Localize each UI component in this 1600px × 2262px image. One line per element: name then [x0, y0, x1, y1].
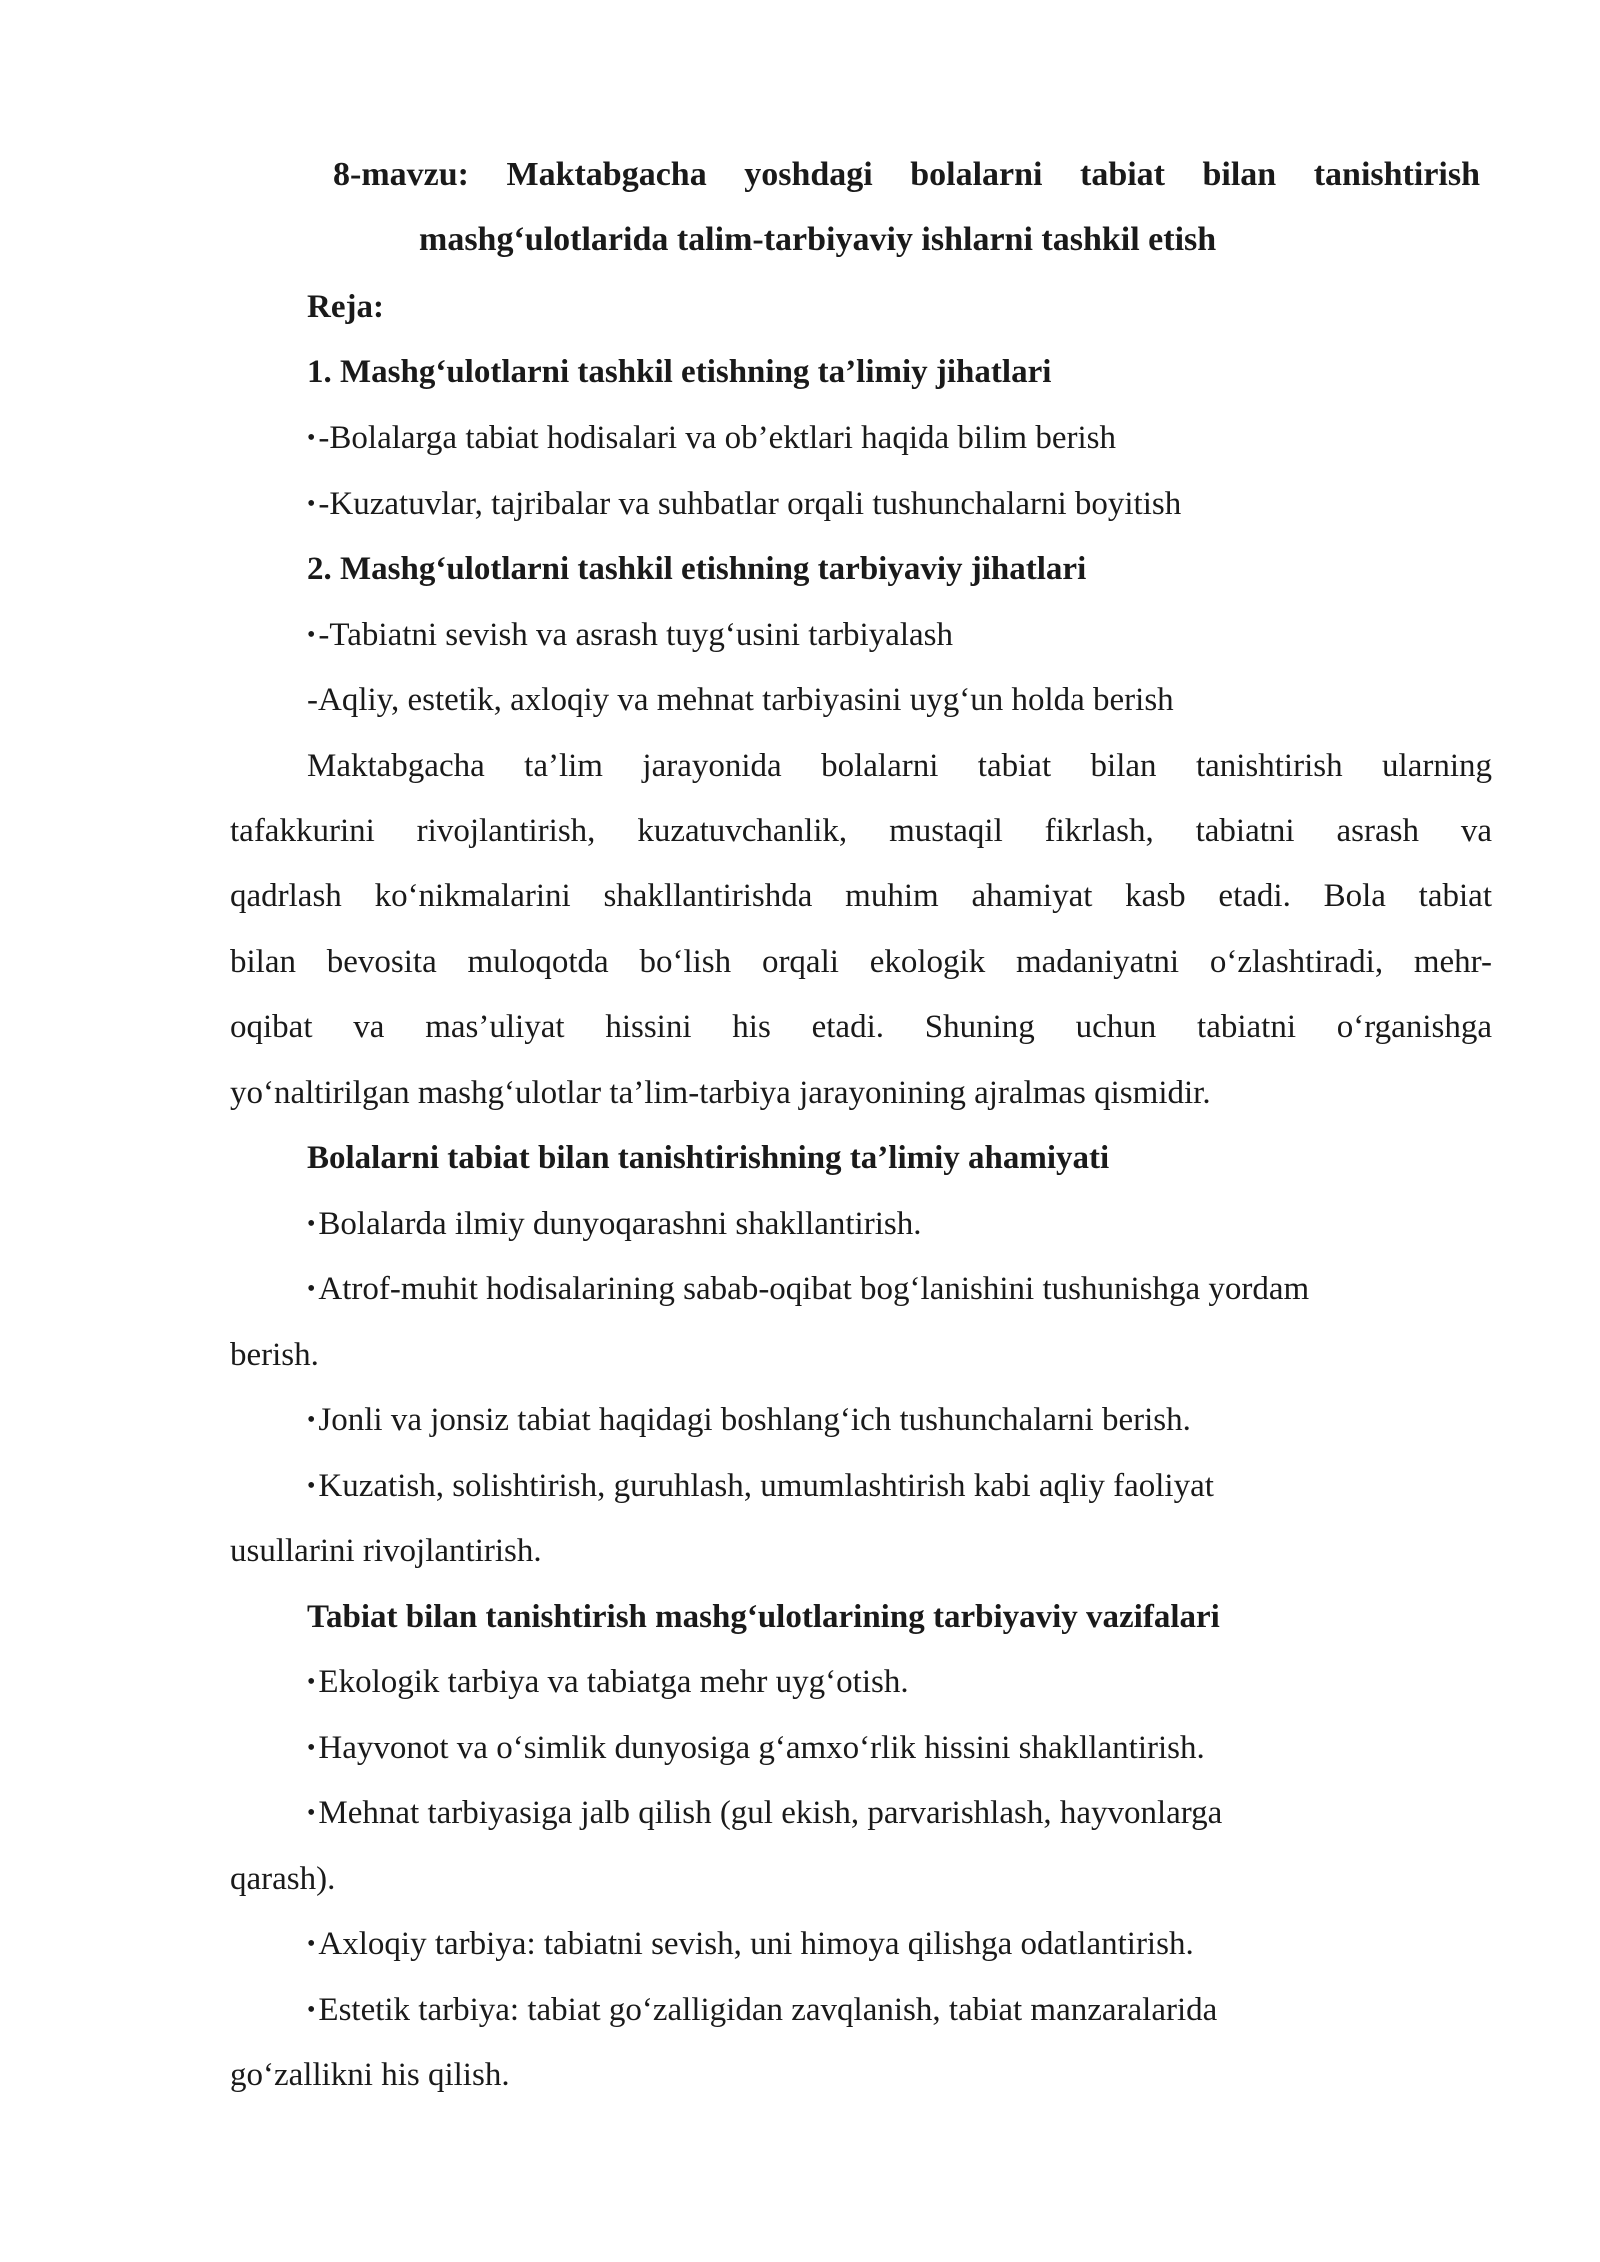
plan-label: Reja: [307, 289, 384, 325]
upbringing-item-continuation: qarash). [230, 1861, 336, 1897]
intro-paragraph-line: yo‘naltirilgan mashg‘ulotlar ta’lim-tarbiya jarayonining ajralmas qismidir. [230, 1075, 1211, 1111]
section-2-item: -Aqliy, estetik, axloqiy va mehnat tarbiyasini uyg‘un holda berish [307, 682, 1174, 718]
upbringing-item: • Estetik tarbiya: tabiat go‘zalligidan zavqlanish, tabiat manzaralarida [307, 1988, 1217, 2035]
section-1-heading: 1. Mashg‘ulotlarni tashkil etishning ta’limiy jihatlari [307, 354, 1052, 390]
educational-item: • Bolalarda ilmiy dunyoqarashni shakllantirish. [307, 1202, 921, 1249]
intro-paragraph-line: oqibat va mas’uliyat hissini his etadi. Shuning uchun tabiatni o‘rganishga [230, 1009, 1492, 1045]
educational-item-continuation: berish. [230, 1337, 319, 1373]
upbringing-item-continuation: go‘zallikni his qilish. [230, 2057, 510, 2093]
section-2-heading: 2. Mashg‘ulotlarni tashkil etishning tarbiyaviy jihatlari [307, 551, 1087, 587]
educational-item: • Kuzatish, solishtirish, guruhlash, umumlashtirish kabi aqliy faoliyat [307, 1464, 1214, 1511]
section-2-item: • -Tabiatni sevish va asrash tuyg‘usini tarbiyalash [307, 613, 953, 660]
section-1-item: • -Bolalarga tabiat hodisalari va ob’ektlari haqida bilim berish [307, 416, 1116, 463]
educational-heading: Bolalarni tabiat bilan tanishtirishning ta’limiy ahamiyati [307, 1140, 1110, 1176]
topic-title-line-1: 8-mavzu: Maktabgacha yoshdagi bolalarni tabiat bilan tanishtirish [333, 156, 1480, 193]
educational-item: • Jonli va jonsiz tabiat haqidagi boshlang‘ich tushunchalarni berish. [307, 1398, 1191, 1445]
upbringing-item: • Ekologik tarbiya va tabiatga mehr uyg‘otish. [307, 1660, 909, 1707]
intro-paragraph-line: Maktabgacha ta’lim jarayonida bolalarni tabiat bilan tanishtirish ularning [307, 748, 1492, 784]
upbringing-item: • Hayvonot va o‘simlik dunyosiga g‘amxo‘rlik hissini shakllantirish. [307, 1726, 1205, 1773]
intro-paragraph-line: bilan bevosita muloqotda bo‘lish orqali ekologik madaniyatni o‘zlashtiradi, mehr- [230, 944, 1492, 980]
section-1-item: • -Kuzatuvlar, tajribalar va suhbatlar orqali tushunchalarni boyitish [307, 482, 1181, 529]
upbringing-heading: Tabiat bilan tanishtirish mashg‘ulotlarining tarbiyaviy vazifalari [307, 1599, 1220, 1635]
intro-paragraph-line: qadrlash ko‘nikmalarini shakllantirishda muhim ahamiyat kasb etadi. Bola tabiat [230, 878, 1492, 914]
upbringing-item: • Axloqiy tarbiya: tabiatni sevish, uni himoya qilishga odatlantirish. [307, 1922, 1194, 1969]
topic-title-line-2: mashg‘ulotlarida talim-tarbiyaviy ishlarni tashkil etish [419, 221, 1217, 258]
upbringing-item: • Mehnat tarbiyasiga jalb qilish (gul ekish, parvarishlash, hayvonlarga [307, 1791, 1222, 1838]
intro-paragraph-line: tafakkurini rivojlantirish, kuzatuvchanlik, mustaqil fikrlash, tabiatni asrash va [230, 813, 1492, 849]
educational-item-continuation: usullarini rivojlantirish. [230, 1533, 542, 1569]
educational-item: • Atrof-muhit hodisalarining sabab-oqibat bog‘lanishini tushunishga yordam [307, 1267, 1309, 1314]
